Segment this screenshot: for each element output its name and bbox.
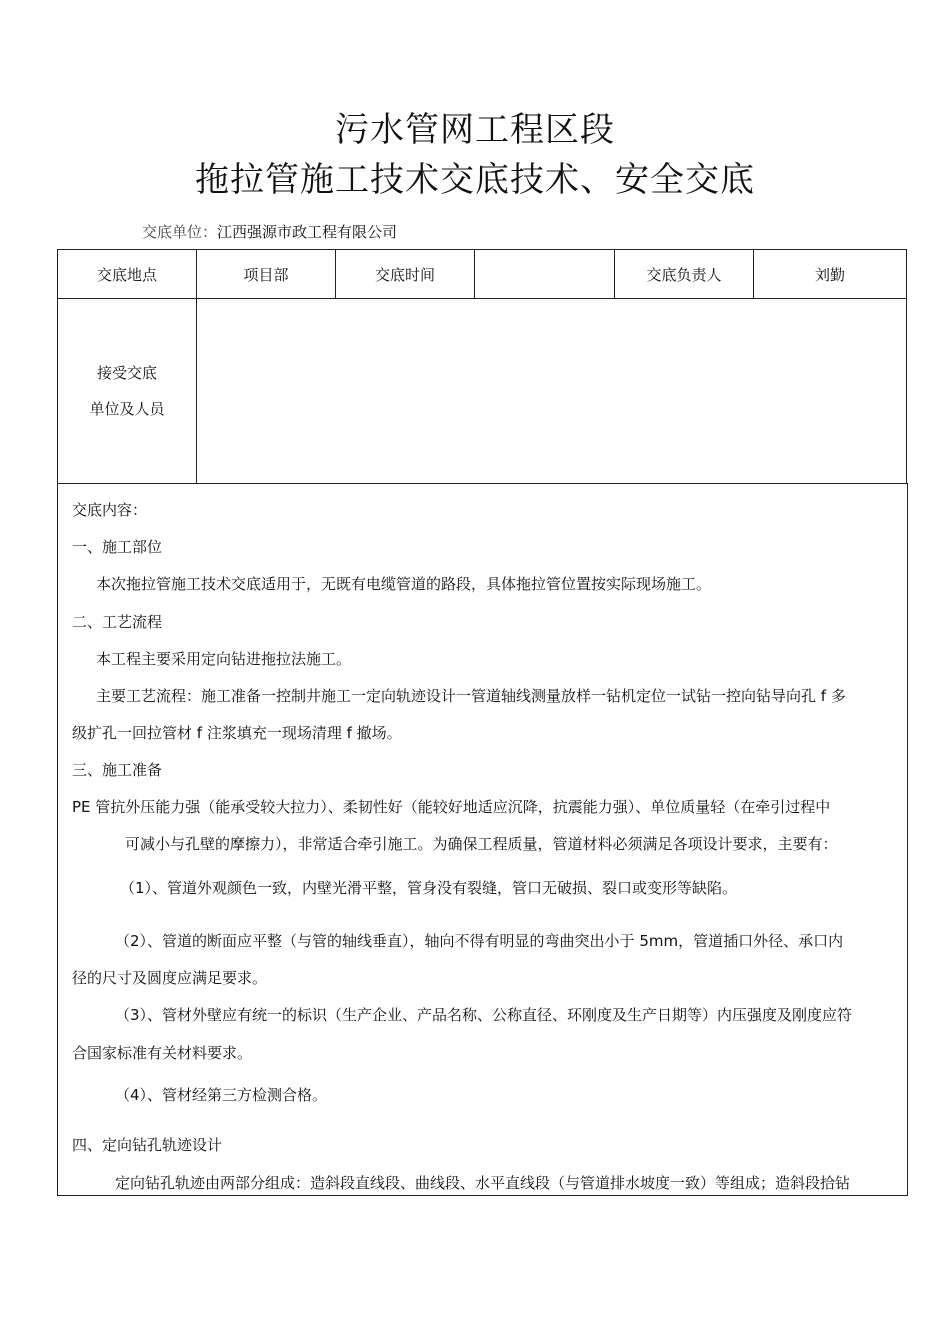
section-1-paragraph: 本次拖拉管施工技术交底适用于，无既有电缆管道的路段，具体拖拉管位置按实际现场施工。	[96, 575, 712, 593]
requirement-3-line1: （3）、管材外壁应有统一的标识（生产企业、产品名称、公称直径、环刚度及生产日期等）内压强度及刚度应符	[115, 1006, 853, 1024]
section-4-title: 四、定向钻孔轨迹设计	[72, 1136, 223, 1154]
content-heading: 交底内容：	[72, 501, 148, 519]
recipient-label-line1: 接受交底	[96, 364, 157, 382]
section-4-paragraph: 定向钻孔轨迹由两部分组成：造斜段直线段、曲线段、水平直线段（与管道排水坡度一致）等组成；造斜段拾钻	[115, 1174, 851, 1192]
time-label: 交底时间	[336, 250, 475, 299]
pe-pipe-paragraph-line1: PE 管抗外压能力强（能承受较大拉力）、柔韧性好（能较好地适应沉降，抗震能力强）、单位质量轻（在牵引过程中	[72, 798, 831, 816]
disclosure-unit-value: 江西强源市政工程有限公司	[217, 223, 398, 241]
section-1-title: 一、施工部位	[72, 538, 163, 556]
responsible-value: 刘勤	[754, 250, 907, 299]
requirement-2-line1: （2）、管道的断面应平整（与管的轴线垂直），轴向不得有明显的弯曲突出小于 5mm，管道插口外径、承口内	[115, 932, 844, 950]
recipient-value	[197, 299, 907, 484]
section-2-title: 二、工艺流程	[72, 613, 163, 631]
pe-pipe-paragraph-line2: 可减小与孔壁的摩擦力），非常适合牵引施工。为确保工程质量，管道材料必须满足各项设计要求，主要有：	[125, 835, 838, 853]
time-value	[475, 250, 615, 299]
recipient-label	[58, 299, 197, 484]
disclosure-unit-label: 交底单位：	[142, 223, 218, 241]
header-table	[57, 249, 907, 484]
document-title: 污水管网工程区段	[335, 110, 615, 150]
section-3-title: 三、施工准备	[72, 761, 163, 779]
recipient-row	[58, 299, 907, 484]
header-row	[58, 250, 907, 299]
requirement-2-line2: 径的尺寸及圆度应满足要求。	[72, 969, 268, 987]
process-flow-line1: 主要工艺流程：施工准备一控制井施工一定向轨迹设计一管道轴线测量放样一钻机定位一试钻一控向钻导向孔 f 多	[96, 687, 846, 705]
responsible-label: 交底负责人	[615, 250, 754, 299]
location-label: 交底地点	[58, 250, 197, 299]
disclosure-unit	[142, 221, 397, 242]
recipient-label-line2: 单位及人员	[89, 400, 165, 418]
requirement-4: （4）、管材经第三方检测合格。	[115, 1086, 328, 1104]
requirement-3-line2: 合国家标准有关材料要求。	[72, 1044, 253, 1062]
document-subtitle: 拖拉管施工技术交底技术、安全交底	[195, 160, 755, 200]
disclosure-content	[57, 483, 908, 1196]
section-2-paragraph: 本工程主要采用定向钻进拖拉法施工。	[96, 650, 352, 668]
location-value: 项目部	[197, 250, 336, 299]
requirement-1: （1）、管道外观颜色一致，内壁光滑平整，管身没有裂缝，管口无破损、裂口或变形等缺陷。	[120, 879, 738, 897]
process-flow-line2: 级扩孔一回拉管材 f 注浆填充一现场清理 f 撤场。	[72, 724, 402, 742]
